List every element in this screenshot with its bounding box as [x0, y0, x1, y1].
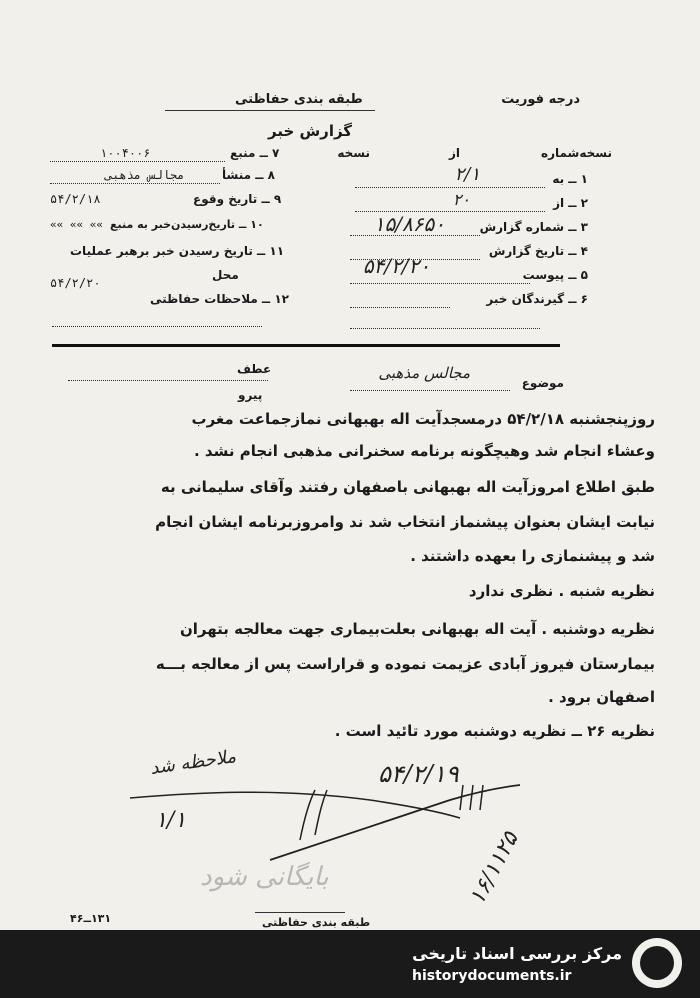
report-number-label: ۳ ــ شماره گزارش	[479, 220, 588, 234]
body-line-6: نظریه شنبه . نظری ندارد	[468, 582, 655, 600]
separator-line	[52, 344, 560, 347]
subject-value: مجالس مذهبی	[378, 364, 470, 382]
atf-label: عطف	[237, 362, 272, 376]
location-value: ۵۴/۲/۲۰	[50, 276, 101, 290]
copy-suffix-label: نسخه	[337, 146, 370, 160]
body-line-7: نظریه دوشنبه . آیت اله بهبهانی بعلت‌بیماری جهت معالجه بتهران	[179, 620, 655, 638]
website-url: historydocuments.ir	[412, 968, 572, 984]
body-line-5: شد و پیشنمازی را بعهده داشتند .	[410, 547, 655, 565]
recipients-label: ۶ ــ گیرندگان خبر	[486, 292, 588, 306]
body-line-8: بیمارستان فیروز آبادی عزیمت نموده و قراراست پس از معالجه بـــه	[155, 655, 655, 673]
report-date-label: ۴ ــ تاریخ گزارش	[488, 244, 588, 258]
subject-label: موضوع	[521, 376, 564, 390]
body-line-9: اصفهان برود .	[548, 688, 655, 706]
leader-received-label: ۱۱ ــ تاریخ رسیدن خبر برهبر عملیات	[70, 244, 285, 258]
copy-number-label: نسخه‌شماره	[541, 146, 612, 160]
handwritten-date-2: ۵۴/۲/۱۹	[378, 760, 459, 788]
report-number-value: ۱۵/۸۶۵۰	[373, 212, 445, 236]
org-name: مرکز بررسی اسناد تاریخی	[412, 944, 622, 963]
signature-scribble	[120, 770, 570, 870]
body-line-10: نظریه ۲۶ ــ نظریه دوشنبه مورد تائید است .	[334, 722, 655, 740]
location-label: محل	[212, 268, 239, 282]
peyro-label: پیرو	[238, 388, 263, 402]
classification-bottom: طبقه بندی حفاظتی	[262, 916, 371, 929]
occurrence-date-label: ۹ ــ تاریخ وقوع	[193, 192, 282, 206]
report-date-value: ۵۴/۲/۲۰	[362, 254, 430, 278]
origin-label: ۸ ــ منشأ	[222, 168, 275, 182]
body-line-1: روزپنجشنبه ۵۴/۲/۱۸ درمسجدآیت اله بهبهانی نمازجماعت مغرب	[191, 410, 655, 428]
field-to-label: ۱ ــ به	[552, 172, 588, 186]
source-received-value: »» »» »»	[50, 218, 103, 231]
body-line-2: وعشاء انجام شد وهیچگونه برنامه سخنرانی مذهبی انجام نشد .	[194, 442, 655, 460]
report-title: گزارش خبر	[268, 122, 353, 140]
field-to-value: ۲/۱	[454, 164, 480, 185]
archive-logo	[632, 938, 682, 988]
origin-value: مجالس مذهبی	[105, 168, 185, 182]
watermark-band	[0, 930, 700, 998]
source-value: ۱۰۰۴۰۰۶	[100, 146, 151, 160]
faded-stamp: بایگانی شود	[200, 862, 329, 892]
body-line-3: طبق اطلاع امروزآیت اله بهبهانی باصفهان رفتند وآقای سلیمانی به	[160, 478, 655, 496]
handwritten-note-2: ۱/۱	[155, 808, 187, 833]
body-line-4: نیابت ایشان بعنوان پیشنماز انتخاب شد ند وامروزبرنامه ایشان انجام	[155, 513, 655, 531]
handwritten-note-1: ملاحظه شد	[148, 746, 238, 779]
page-number: ۱۳۱ــ۴۶	[70, 912, 112, 925]
protection-notes-label: ۱۲ ــ ملاحظات حفاظتی	[150, 292, 289, 306]
urgency-label: درجه فوریت	[501, 92, 580, 107]
attachment-label: ۵ ــ پیوست	[522, 268, 588, 282]
copy-from-label: از	[448, 146, 460, 160]
source-label: ۷ ــ منبع	[230, 146, 280, 160]
occurrence-date-value: ۵۴/۲/۱۸	[50, 192, 101, 206]
classification-underline	[165, 110, 375, 111]
source-received-label: ۱۰ ــ تاریخ‌رسیدن‌خبر به منبع	[110, 218, 264, 231]
field-from-label: ۲ ــ از	[553, 196, 588, 210]
field-from-value: ۲۰	[452, 190, 470, 209]
classification-top: طبقه بندی حفاظتی	[235, 92, 363, 107]
handwritten-note-3: ۱۶/۱۱۲۵	[464, 828, 524, 909]
